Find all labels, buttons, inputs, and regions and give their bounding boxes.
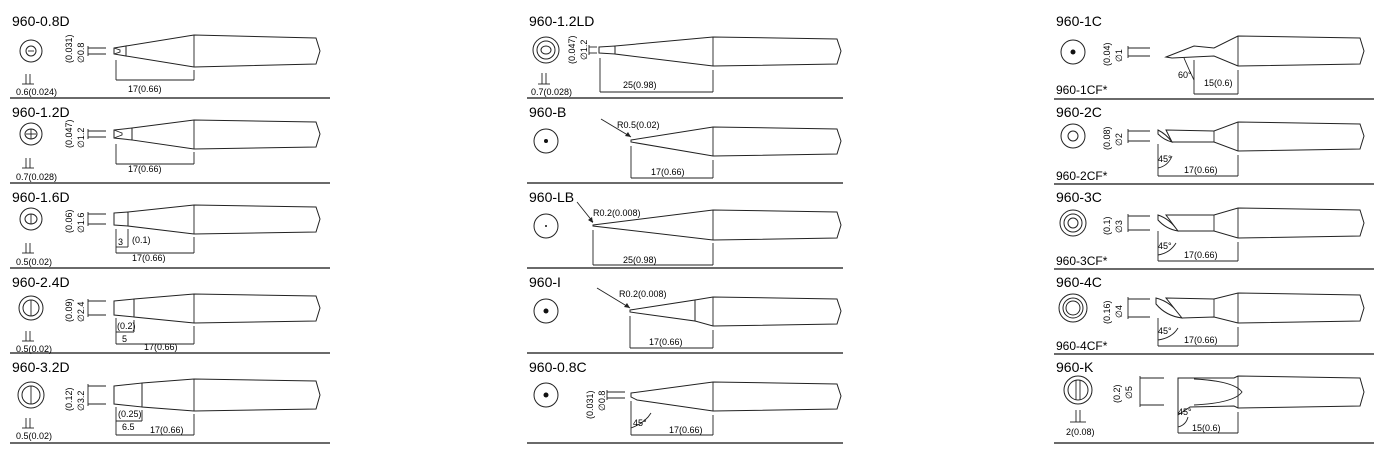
- face-width: (0.25): [118, 409, 142, 419]
- diameter-inch: (0.12): [64, 387, 74, 411]
- tip-name: 960-1.2D: [12, 104, 70, 120]
- diameter-mm: ∅1.2: [76, 127, 86, 148]
- tip-alt-name: 960-4CF*: [1056, 339, 1108, 353]
- tip-960-1.2D: [10, 100, 330, 185]
- diameter-mm: ∅1.2: [579, 39, 589, 60]
- tip-960-3C: [1054, 185, 1374, 270]
- face-length: 5: [122, 334, 128, 344]
- length-label: 17(0.66): [651, 167, 685, 177]
- thickness-label: 0.5(0.02): [16, 257, 53, 267]
- tip-drawing: [1054, 355, 1374, 445]
- tip-960-2C: [1054, 100, 1374, 185]
- tip-name: 960-3C: [1056, 189, 1102, 205]
- thickness-label: 0.5(0.02): [16, 344, 53, 354]
- diameter-mm: ∅2: [1114, 133, 1124, 146]
- tip-name: 960-1.2LD: [529, 13, 595, 29]
- diameter-inch: (0.04): [1102, 42, 1112, 66]
- diameter-inch: (0.06): [64, 209, 74, 233]
- tip-drawing: [10, 100, 330, 185]
- tip-960-1.6D: [10, 185, 330, 270]
- radius-label: R0.2(0.008): [593, 208, 641, 218]
- diameter-inch: (0.047): [64, 119, 74, 148]
- length-label: 25(0.98): [623, 80, 657, 90]
- angle-label: 45°: [1158, 241, 1172, 251]
- tip-drawing: [1054, 270, 1374, 355]
- diameter-mm: ∅2.4: [76, 301, 86, 322]
- tip-960-1C: [1054, 0, 1374, 100]
- face-width: (0.2): [117, 321, 136, 331]
- tip-alt-name: 960-3CF*: [1056, 254, 1108, 268]
- length-label: 17(0.66): [128, 84, 162, 94]
- tip-drawing: [10, 0, 330, 100]
- radius-label: R0.5(0.02): [617, 120, 660, 130]
- tip-drawing: [10, 185, 330, 270]
- diameter-inch: (0.031): [64, 34, 74, 63]
- tip-name: 960-4C: [1056, 274, 1102, 290]
- diameter-inch: (0.047): [567, 35, 577, 64]
- length-label: 17(0.66): [1184, 165, 1218, 175]
- tip-drawing: [527, 0, 843, 100]
- tip-960-1.2LD: [527, 0, 843, 100]
- tip-name: 960-I: [529, 274, 561, 290]
- angle-label: 45°: [633, 418, 647, 428]
- angle-label: 45°: [1158, 154, 1172, 164]
- tip-960-LB: [527, 185, 843, 270]
- length-label: 17(0.66): [132, 253, 166, 263]
- tip-name: 960-B: [529, 104, 567, 120]
- length-label: 15(0.6): [1204, 78, 1233, 88]
- tip-960-2.4D: [10, 270, 330, 355]
- tip-drawing: [527, 185, 843, 270]
- diameter-mm: ∅3: [1114, 220, 1124, 233]
- diameter-inch: (0.031): [585, 390, 595, 419]
- tip-name: 960-0.8C: [529, 359, 587, 375]
- length-label: 17(0.66): [150, 425, 184, 435]
- diameter-inch: (0.2): [1112, 384, 1122, 403]
- tip-name: 960-1C: [1056, 13, 1102, 29]
- thickness-label: 0.5(0.02): [16, 431, 53, 441]
- length-label: 25(0.98): [623, 255, 657, 265]
- tip-960-0.8D: [10, 0, 330, 100]
- length-label: 17(0.66): [144, 342, 178, 352]
- diameter-inch: (0.09): [64, 298, 74, 322]
- diameter-inch: (0.1): [1102, 216, 1112, 235]
- face-width: (0.1): [132, 235, 151, 245]
- diameter-mm: ∅5: [1124, 386, 1134, 399]
- tip-name: 960-1.6D: [12, 189, 70, 205]
- diameter-mm: ∅4: [1114, 305, 1124, 318]
- diameter-mm: ∅0.8: [597, 390, 607, 411]
- tip-name: 960-LB: [529, 189, 575, 205]
- tip-960-4C: [1054, 270, 1374, 355]
- angle-label: 60°: [1178, 70, 1192, 80]
- tip-drawing: [1054, 185, 1374, 270]
- tip-drawing: [1054, 100, 1374, 185]
- diameter-mm: ∅1: [1114, 49, 1124, 62]
- tip-name: 960-2.4D: [12, 274, 70, 290]
- tip-drawing: [527, 270, 843, 355]
- angle-label: 45°: [1158, 326, 1172, 336]
- length-label: 17(0.66): [1184, 335, 1218, 345]
- length-label: 17(0.66): [128, 164, 162, 174]
- diameter-inch: (0.08): [1102, 126, 1112, 150]
- tip-alt-name: 960-2CF*: [1056, 169, 1108, 183]
- tip-drawing: [10, 355, 330, 445]
- thickness-label: 2(0.08): [1066, 427, 1095, 437]
- diameter-mm: ∅3.2: [76, 390, 86, 411]
- face-length: 6.5: [122, 422, 135, 432]
- radius-label: R0.2(0.008): [619, 289, 667, 299]
- tip-960-K: [1054, 355, 1374, 445]
- diameter-inch: (0.16): [1102, 300, 1112, 324]
- tip-name: 960-3.2D: [12, 359, 70, 375]
- thickness-label: 0.7(0.028): [531, 87, 573, 97]
- length-label: 15(0.6): [1192, 423, 1221, 433]
- length-label: 17(0.66): [669, 425, 703, 435]
- tip-drawing: [10, 270, 330, 355]
- tip-960-I: [527, 270, 843, 355]
- angle-label: 45°: [1178, 407, 1192, 417]
- tip-960-0.8C: [527, 355, 843, 445]
- diameter-mm: ∅0.8: [76, 42, 86, 63]
- tip-name: 960-2C: [1056, 104, 1102, 120]
- face-length: 3: [118, 237, 124, 247]
- length-label: 17(0.66): [649, 337, 683, 347]
- tip-960-3.2D: [10, 355, 330, 445]
- tip-name: 960-0.8D: [12, 13, 70, 29]
- thickness-label: 0.7(0.028): [16, 172, 58, 182]
- tip-drawing: [1054, 0, 1374, 100]
- diameter-mm: ∅1.6: [76, 212, 86, 233]
- tip-drawing: [527, 355, 843, 445]
- thickness-label: 0.6(0.024): [16, 87, 58, 97]
- tip-name: 960-K: [1056, 359, 1094, 375]
- length-label: 17(0.66): [1184, 250, 1218, 260]
- tip-drawing: [527, 100, 843, 185]
- tip-960-B: [527, 100, 843, 185]
- tip-alt-name: 960-1CF*: [1056, 83, 1108, 97]
